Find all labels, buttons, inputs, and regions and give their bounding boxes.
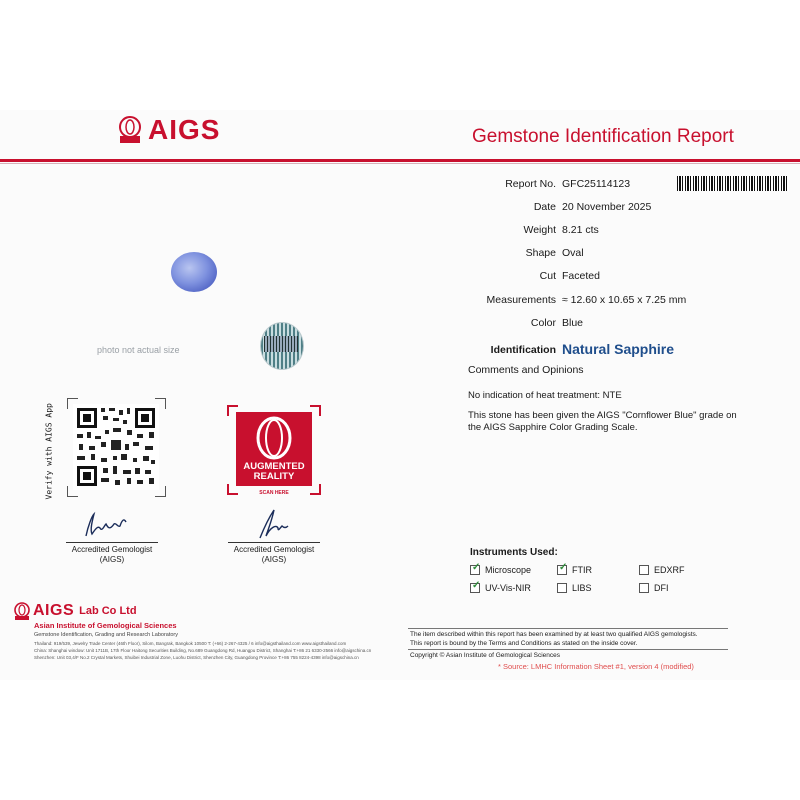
field-identification [380,341,800,362]
field-label: Weight [523,224,556,236]
instrument-label: LIBS [572,583,592,593]
footer-source-note: * Source: LMHC Information Sheet #1, version 4 (modified) [498,662,694,671]
signature-line [228,542,320,543]
field-weight [380,224,800,242]
hologram-core [264,336,298,352]
field-value: Faceted [562,270,600,282]
lab-wordmark: AIGS [33,602,75,619]
qr-frame-corner [67,486,78,497]
field-label: Cut [539,270,556,282]
lab-subtitle: Asian Institute of Gemological Sciences [34,621,177,630]
field-value: 20 November 2025 [562,201,652,213]
signature-2 [254,506,294,542]
field-label: Date [533,201,556,213]
signature-line [66,542,158,543]
verify-text: Verify with AIGS App [44,403,54,500]
augmented-reality-badge[interactable] [226,404,322,496]
field-value: Oval [562,247,584,259]
instrument-label: UV-Vis-NIR [485,583,531,593]
lab-address-thailand: Thailand: 919/539, Jewelry Trade Center (46th Floor), Silom, Bangrak, Bangkok 10500 T: (+66) 2-267-4325 / 6 info@aigsthailand.com www.aigsthailand.com [34,641,347,646]
comment-grade-line2: the AIGS Sapphire Color Grading Scale. [468,422,638,433]
instruments-title: Instruments Used: [470,547,558,558]
instrument-label: Microscope [485,565,532,575]
identification-value: Natural Sapphire [562,341,675,357]
field-label: Report No. [505,178,556,190]
checkbox-checked [470,562,481,575]
instrument-dfi [639,583,669,593]
field-value: 8.21 cts [562,224,599,236]
check-icon: ✓ [472,580,481,591]
field-value: GFC25114123 [562,178,631,190]
lab-address-china: China: Shanghai window: Unit 1711B, 17th Floor Haitong Securities Building, No.689 Guangdong Rd, Huangpu District, Shanghai T:+86 21 6330-2566 info@aigschina.cn [34,648,372,653]
check-icon: ✓ [472,562,481,573]
field-measurements [380,294,800,312]
logo-wordmark: AIGS [148,114,221,145]
qr-code[interactable] [73,404,159,490]
signature-caption-org: (AIGS) [99,555,125,564]
header-divider [0,159,800,162]
field-date [380,201,800,219]
instrument-label: EDXRF [654,565,685,575]
header-divider-thin [0,163,800,164]
footer-terms-note: This report is bound by the Terms and Conditions as stated on the inside cover. [410,640,638,647]
lab-seal-icon [14,602,30,620]
ar-label [236,462,312,482]
instrument-label: DFI [654,583,669,593]
lab-description: Gemstone Identification, Grading and Research Laboratory [34,632,178,638]
instrument-microscope [470,562,532,575]
instrument-ftir [557,562,592,575]
field-shape [380,247,800,265]
check-icon: ✓ [559,562,568,573]
instrument-libs [557,583,592,593]
ar-line-1: AUGMENTED [243,461,305,472]
footer-examined-note: The item described within this report has been examined by at least two qualified AIGS gemologists. [410,631,698,638]
comments-heading: Comments and Opinions [468,364,584,376]
signature-1 [78,508,138,542]
lab-logo [14,602,137,620]
checkbox-unchecked [639,583,649,593]
ar-line-2: REALITY [253,471,295,482]
signature-caption: Accredited Gemologist [233,545,315,554]
footer-copyright: Copyright © Asian Institute of Gemological Sciences [410,652,561,659]
footer-divider [408,628,728,629]
qr-frame-corner [67,398,78,409]
instrument-label: FTIR [572,565,592,575]
checkbox-unchecked [557,583,567,593]
field-label: Color [530,317,556,329]
lab-address-shenzhen: Shenzhen: Unit 03,4/F No.2 Crystal Markets, Shuibei Industrial Zone, Luohu District, Shenzhen City, Guangdong Province T:+86 755 8224-4398 info@aigschina.cn [34,655,359,660]
lab-name: Lab Co Ltd [79,605,137,617]
checkbox-checked [557,562,568,575]
field-label: Shape [525,247,556,259]
ar-scan-here: SCAN HERE [259,490,289,496]
photo-note: photo not actual size [97,345,180,355]
instrument-uv-vis-nir [470,580,531,593]
verify-app-label [42,390,52,500]
field-cut [380,270,800,288]
field-color [380,317,800,335]
field-value: Blue [562,317,584,329]
comment-heat-treatment: No indication of heat treatment: NTE [468,390,622,401]
barcode [677,176,789,191]
field-value: ≈ 12.60 x 10.65 x 7.25 mm [562,294,687,306]
checkbox-unchecked [639,565,649,575]
gemstone-photo [171,252,217,292]
field-label: Measurements [486,294,556,306]
aigs-seal-icon [118,116,142,144]
footer-divider [408,649,728,650]
signature-caption: Accredited Gemologist [71,545,153,554]
qr-frame-corner [155,398,166,409]
checkbox-checked [470,580,481,593]
identification-label: Identification [490,344,556,356]
instrument-edxrf [639,565,685,575]
qr-frame-corner [155,486,166,497]
report-title: Gemstone Identification Report [472,126,734,147]
aigs-logo [118,116,220,144]
comment-grade-line1: This stone has been given the AIGS "Cornflower Blue" grade on [468,410,737,421]
signature-caption-org: (AIGS) [261,555,287,564]
